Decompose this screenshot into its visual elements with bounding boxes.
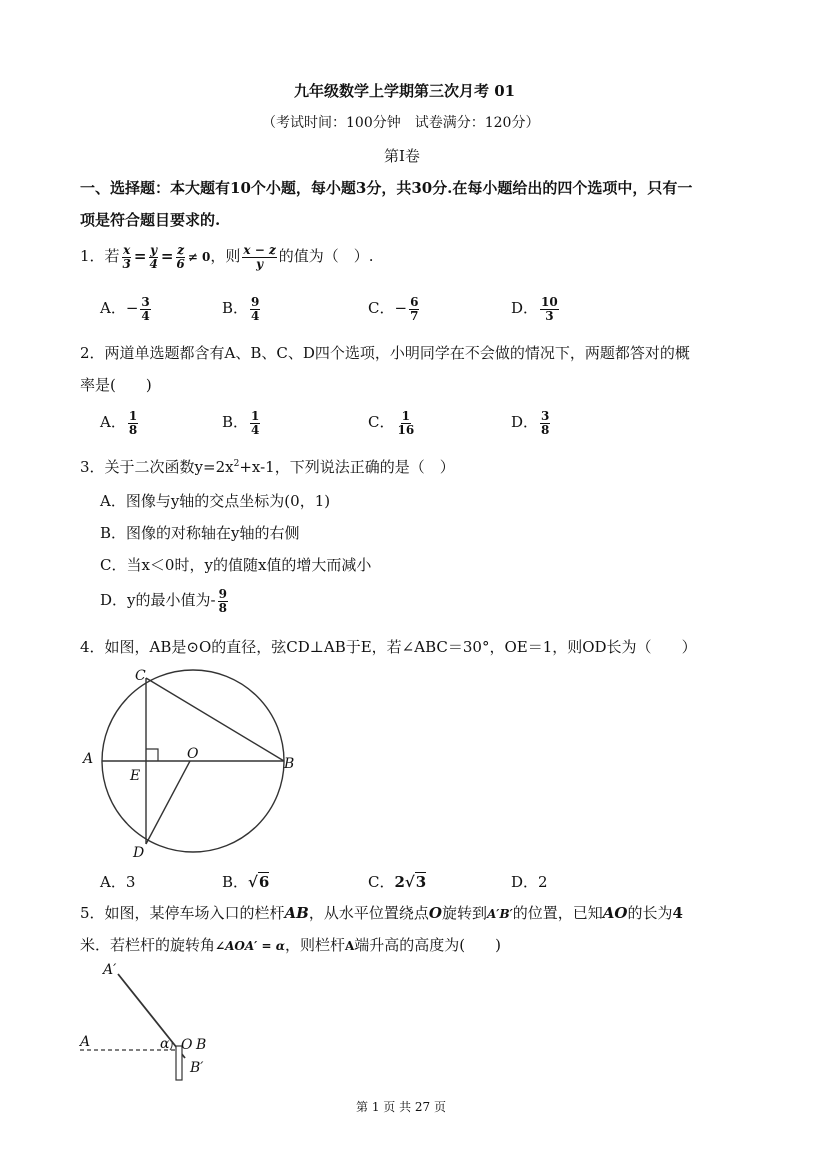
q1-option-d[interactable]: D． $\frac{10}{3}$ [511,295,558,323]
q3-option-d[interactable]: D．y的最小值为- $\frac{9}{8}$ [100,587,227,615]
q1-frac-z6: $\frac{z}{6}$ [176,243,185,271]
exam-info: （考试时间：100分钟 试卷满分：120分） [262,115,540,131]
angle-arc [170,1042,172,1050]
q1-frac-y4: $\frac{y}{4}$ [149,243,158,271]
label-o: O [187,746,199,762]
right-angle-mark [146,749,158,761]
q1-eq: = [133,247,147,266]
label-a-prime: A′ [103,962,117,978]
q3-option-c[interactable]: C．当x＜0时，y的值随x值的增大而减小 [100,556,372,574]
question-5-line1: 5．如图，某停车场入口的栏杆AB，从水平位置绕点O旋转到A′B′的位置，已知AO的长为4 [80,904,683,922]
page-title: 九年级数学上学期第三次月考 01 [294,82,516,100]
q2-option-b[interactable]: B． $\frac{1}{4}$ [222,409,260,437]
question-2-line1: 2．两道单选题都含有A、B、C、D四个选项，小明同学在不会做的情况下，两题都答对的概 [80,344,690,362]
q1-option-b[interactable]: B． $\frac{9}{4}$ [222,295,260,323]
question-1 [80,244,374,270]
segment-cb [146,678,284,761]
circle-diagram [80,666,310,866]
q1-option-a[interactable]: A．− $\frac{3}{4}$ [100,295,150,323]
label-a: A [80,1034,91,1050]
label-o: O [181,1037,193,1053]
barrier-diagram [78,962,228,1084]
section-heading-line1: 一、选择题：本大题有10个小题，每小题3分，共30分.在每小题给出的四个选项中，只有一 [80,179,693,197]
q3-option-b[interactable]: B．图像的对称轴在y轴的右侧 [100,524,300,542]
q2-option-d[interactable]: D． $\frac{3}{8}$ [511,409,550,437]
segment-od [146,761,190,844]
label-a: A [83,751,94,767]
question-2-line2: 率是( ) [80,376,152,394]
section-heading-line2: 项是符合题目要求的. [80,211,221,229]
q1-eq2: = [160,247,174,266]
q1-frac-xz-y: $\frac{x - z}{y}$ [243,243,276,271]
q1-mid: ，则 [210,247,241,266]
q4-option-d[interactable]: D．2 [511,873,548,891]
label-alpha: α [160,1036,170,1052]
question-4: 4．如图，AB是⊙O的直径，弦CD⊥AB于E，若∠ABC＝30°，OE＝1，则OD长为（ ） [80,638,697,656]
barrier-arm [118,974,185,1058]
q1-suffix: 的值为（ ）. [278,247,374,266]
q4-option-b[interactable]: B．√6 [222,873,270,891]
q2-option-c[interactable]: C． $\frac{1}{16}$ [368,409,415,437]
page-footer: 第 1 页 共 27 页 [356,1100,446,1114]
q1-prefix: 1．若 [80,247,120,266]
q4-option-c[interactable]: C．2√3 [368,873,427,891]
label-b: B [196,1037,207,1053]
label-b: B [284,756,295,772]
q3-option-a[interactable]: A．图像与y轴的交点坐标为(0，1) [100,492,331,510]
q1-option-c[interactable]: C．− $\frac{6}{7}$ [368,295,419,323]
q2-option-a[interactable]: A． $\frac{1}{8}$ [100,409,138,437]
question-5-line2: 米．若栏杆的旋转角∠AOA′ = α，则栏杆A端升高的高度为( ) [80,936,501,954]
label-e: E [130,768,141,784]
q1-neq: ≠ 0 [187,250,211,265]
label-b-prime: B′ [190,1060,204,1076]
label-c: C [135,668,146,684]
question-3: 3．关于二次函数$y=2x^2+x-1$，下列说法正确的是（ ） [80,458,455,476]
q1-frac-x3: $\frac{x}{3}$ [122,243,131,271]
volume-label: 第Ⅰ卷 [384,147,420,165]
q4-option-a[interactable]: A．3 [100,873,136,891]
label-d: D [133,845,145,861]
